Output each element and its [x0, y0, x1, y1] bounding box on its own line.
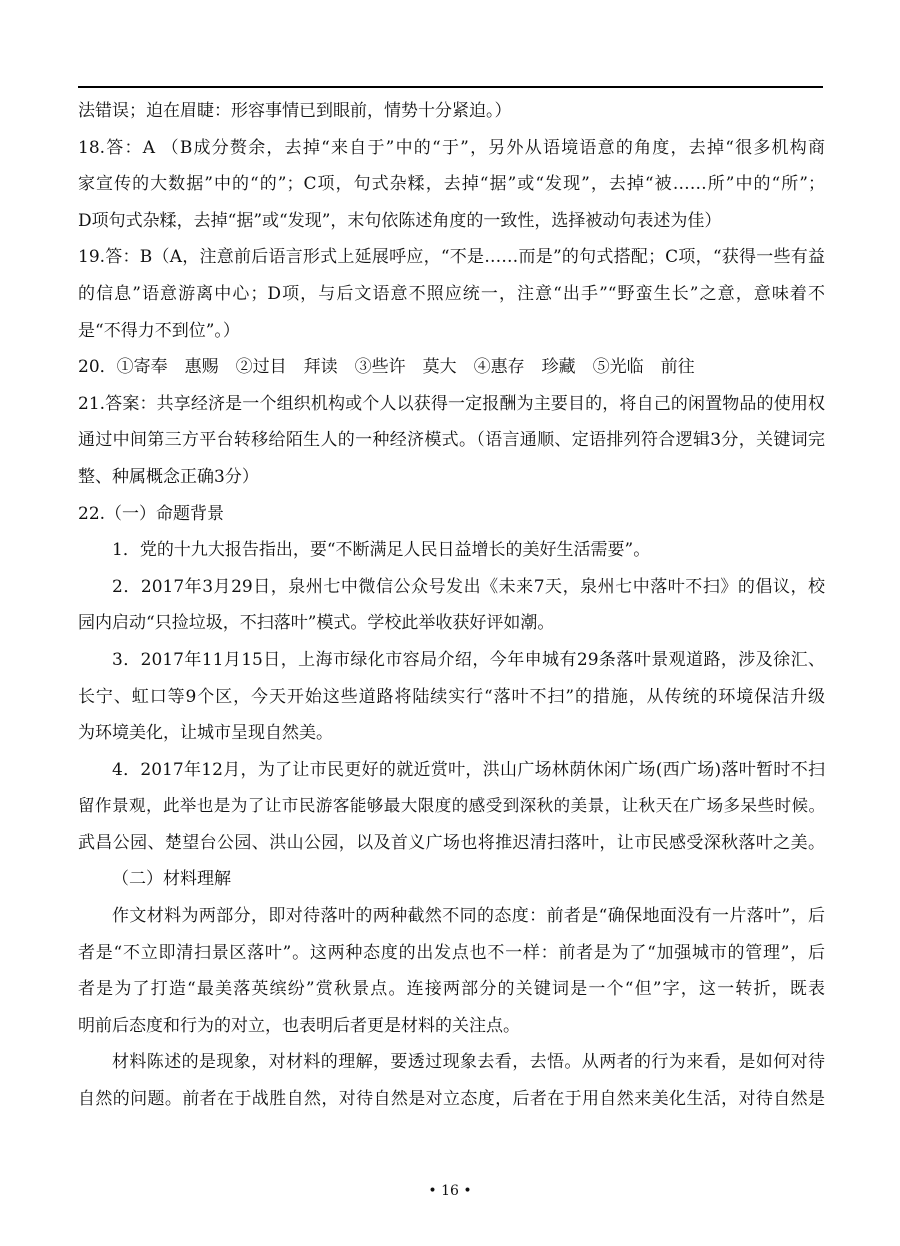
background-item-2: 2．2017年3月29日，泉州七中微信公众号发出《未来7天，泉州七中落叶不扫》的倡议，校 — [112, 576, 825, 597]
background-item-4: 4．2017年12月，为了让市民更好的就近赏叶，洪山广场林荫休闲广场(西广场)落叶暂时不扫 — [112, 759, 825, 780]
document-body — [78, 93, 825, 1118]
header-rule — [78, 86, 823, 88]
text-line: 长宁、虹口等9个区，今天开始这些道路将陆续实行“落叶不扫”的措施，从传统的环境保洁升级 — [78, 686, 825, 707]
text-line: 自然的问题。前者在于战胜自然，对待自然是对立态度，后者在于用自然来美化生活，对待自然是 — [78, 1089, 825, 1110]
background-item-3: 3．2017年11月15日，上海市绿化市容局介绍，今年申城有29条落叶景观道路，涉及徐汇、 — [112, 649, 825, 670]
text-line: 为环境美化，让城市呈现自然美。 — [78, 723, 333, 744]
text-line: 的信息”语意游离中心；D项，与后文语意不照应统一，注意“出手”“野蛮生长”之意，意味着不 — [78, 283, 825, 304]
text-line: 通过中间第三方平台转移给陌生人的一种经济模式。（语言通顺、定语排列符合逻辑3分，关键词完 — [78, 430, 825, 451]
text-line: 整、种属概念正确3分） — [78, 466, 259, 487]
text-line: 园内启动“只捡垃圾，不扫落叶”模式。学校此举收获好评如潮。 — [78, 613, 555, 634]
page-number: • 16 • — [428, 1183, 472, 1199]
text-line: 者是“不立即清扫景区落叶”。这两种态度的出发点也不一样：前者是为了“加强城市的管理”，后 — [78, 942, 825, 963]
paragraph-line: 材料陈述的是现象，对材料的理解，要透过现象去看，去悟。从两者的行为来看，是如何对待 — [112, 1052, 825, 1073]
paragraph-line: 作文材料为两部分，即对待落叶的两种截然不同的态度：前者是“确保地面没有一片落叶”，后 — [112, 906, 825, 927]
text-line: 明前后态度和行为的对立，也表明后者更是材料的关注点。 — [78, 1015, 520, 1036]
text-line: 是“不得力不到位”。） — [78, 320, 240, 341]
answer-18-line: 18.答：A （B成分赘余，去掉“来自于”中的“于”，另外从语境语意的角度，去掉“很多机构商 — [78, 137, 825, 158]
text-line: 武昌公园、楚望台公园、洪山公园，以及首义广场也将推迟清扫落叶，让市民感受深秋落叶之美。 — [78, 832, 825, 853]
answer-19-line: 19.答：B（A，注意前后语言形式上延展呼应，“不是……而是”的句式搭配；C项，“获得一些有益 — [78, 247, 825, 268]
section-heading-22: 22.（一）命题背景 — [78, 503, 225, 524]
answer-21-line: 21.答案：共享经济是一个组织机构或个人以获得一定报酬为主要目的，将自己的闲置物品的使用权 — [78, 393, 825, 414]
text-line: 者是为了打造“最美落英缤纷”赏秋景点。连接两部分的关键词是一个“但”字，这一转折，既表 — [78, 979, 825, 1000]
background-item-1: 1．党的十九大报告指出，要“不断满足人民日益增长的美好生活需要”。 — [112, 540, 651, 561]
text-line: 留作景观，此举也是为了让市民游客能够最大限度的感受到深秋的美景，让秋天在广场多呆些时候。 — [78, 796, 825, 816]
text-line: 法错误；迫在眉睫：形容事情已到眼前，情势十分紧迫。） — [78, 101, 512, 121]
section-heading-material: （二）材料理解 — [112, 869, 231, 890]
text-line: 家宣传的大数据”中的“的”；C项，句式杂糅，去掉“据”或“发现”，去掉“被……所”中的“所”； — [78, 174, 825, 195]
text-line: D项句式杂糅，去掉“据”或“发现”，末句依陈述角度的一致性，选择被动句表述为佳） — [78, 210, 722, 231]
answer-20-line: 20．①寄奉 惠赐 ②过目 拜读 ③些许 莫大 ④惠存 珍藏 ⑤光临 前往 — [78, 357, 695, 378]
